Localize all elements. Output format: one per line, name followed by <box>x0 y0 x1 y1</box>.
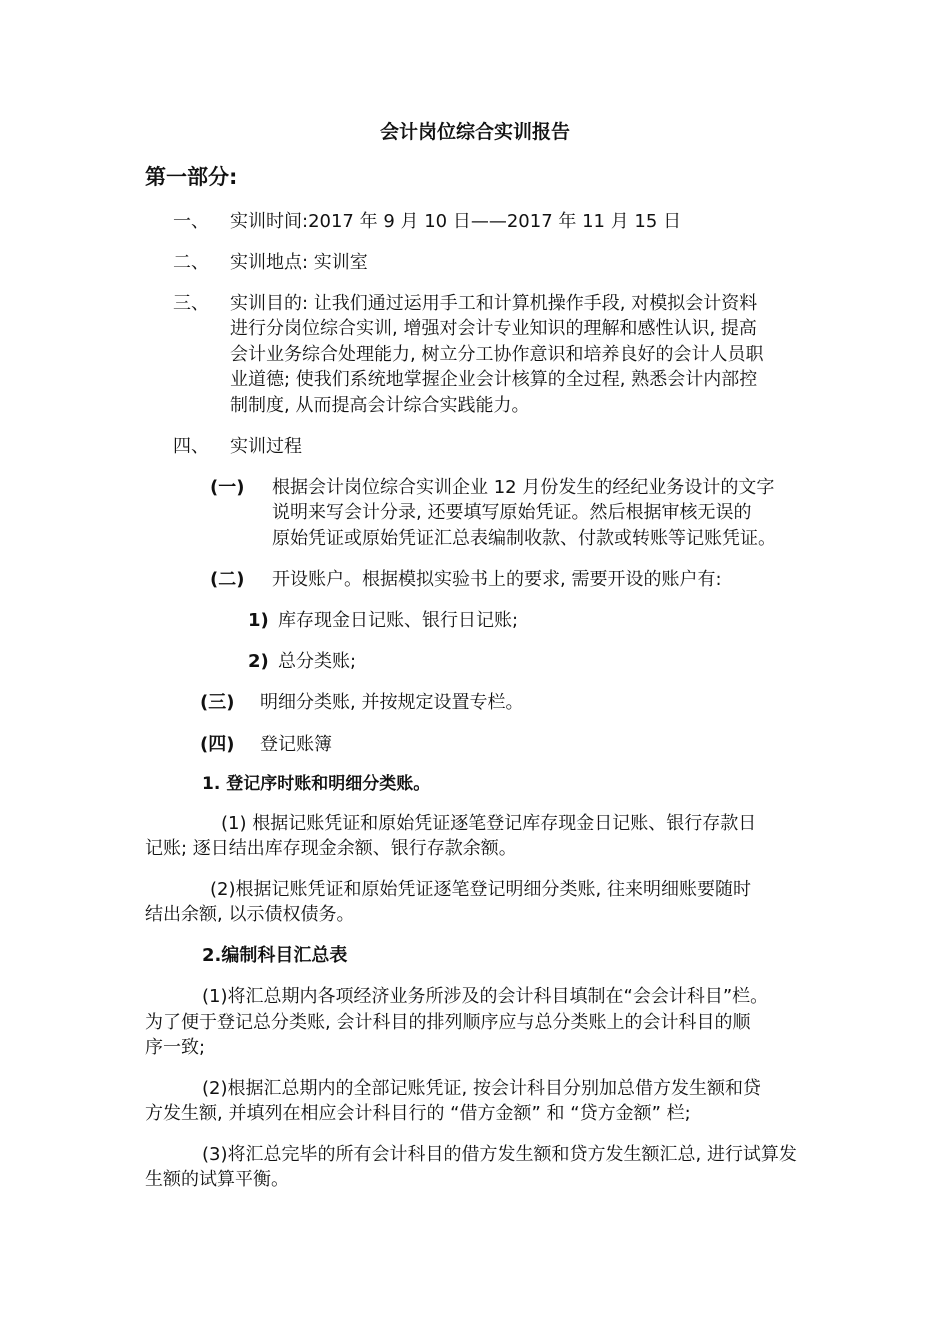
item-3-line: 进行分岗位综合实训, 增强对会计专业知识的理解和感性认识, 提高 <box>230 318 757 339</box>
item-1-text: 实训时间:2017 年 9 月 10 日——2017 年 11 月 15 日 <box>230 211 682 232</box>
sub-3-text: 明细分类账, 并按规定设置专栏。 <box>260 692 524 713</box>
paragraph-line: (2)根据记账凭证和原始凭证逐笔登记明细分类账, 往来明细账要随时 <box>210 879 751 900</box>
item-4-text: 实训过程 <box>230 436 302 457</box>
item-3-line: 实训目的: 让我们通过运用手工和计算机操作手段, 对模拟会计资料 <box>230 293 758 314</box>
section-heading-1: 1. 登记序时账和明细分类账。 <box>202 774 431 794</box>
paragraph-line: 序一致; <box>145 1037 206 1058</box>
item-2-text: 实训地点: 实训室 <box>230 252 368 273</box>
sub-1-line: 说明来写会计分录, 还要填写原始凭证。然后根据审核无误的 <box>272 502 752 523</box>
sub-1-line: 根据会计岗位综合实训企业 12 月份发生的经纪业务设计的文字 <box>272 477 775 498</box>
paragraph-line: 结出余额, 以示债权债务。 <box>145 904 355 925</box>
section-heading-2: 2.编制科目汇总表 <box>202 945 348 966</box>
doc-title: 会计岗位综合实训报告 <box>379 121 570 143</box>
account-2-number: 2) <box>248 651 269 672</box>
sub-2-number: (二) <box>210 569 245 590</box>
paragraph-line: 记账; 逐日结出库存现金余额、银行存款余额。 <box>145 838 517 859</box>
item-1-number: 一、 <box>173 211 209 232</box>
sub-4-number: (四) <box>200 734 235 755</box>
paragraph-line: 生额的试算平衡。 <box>145 1169 289 1190</box>
sub-3-number: (三) <box>200 692 235 713</box>
sub-4-text: 登记账簿 <box>260 734 332 755</box>
item-3-line: 业道德; 使我们系统地掌握企业会计核算的全过程, 熟悉会计内部控 <box>230 369 758 390</box>
sub-1-number: (一) <box>210 477 245 498</box>
paragraph-line: (3)将汇总完毕的所有会计科目的借方发生额和贷方发生额汇总, 进行试算发 <box>202 1144 797 1165</box>
item-3-line: 制制度, 从而提高会计综合实践能力。 <box>230 395 530 416</box>
paragraph-line: (1)将汇总期内各项经济业务所涉及的会计科目填制在“会会计科目”栏。 <box>202 986 769 1007</box>
item-2-number: 二、 <box>173 252 209 273</box>
paragraph-line: (2)根据汇总期内的全部记账凭证, 按会计科目分别加总借方发生额和贷 <box>202 1078 761 1099</box>
account-1-number: 1) <box>248 610 269 631</box>
paragraph-line: 方发生额, 并填列在相应会计科目行的 “借方金额” 和 “贷方金额” 栏; <box>145 1103 691 1124</box>
account-2-text: 总分类账; <box>278 651 357 672</box>
part-heading: 第一部分: <box>145 165 238 189</box>
account-1-text: 库存现金日记账、银行日记账; <box>278 610 519 631</box>
sub-2-text: 开设账户。根据模拟实验书上的要求, 需要开设的账户有: <box>272 569 722 590</box>
item-4-number: 四、 <box>173 436 209 457</box>
item-3-number: 三、 <box>173 293 209 314</box>
item-3-line: 会计业务综合处理能力, 树立分工协作意识和培养良好的会计人员职 <box>230 344 764 365</box>
paragraph-line: (1) 根据记账凭证和原始凭证逐笔登记库存现金日记账、银行存款日 <box>221 813 757 834</box>
sub-1-line: 原始凭证或原始凭证汇总表编制收款、付款或转账等记账凭证。 <box>272 528 776 549</box>
paragraph-line: 为了便于登记总分类账, 会计科目的排列顺序应与总分类账上的会计科目的顺 <box>145 1012 751 1033</box>
